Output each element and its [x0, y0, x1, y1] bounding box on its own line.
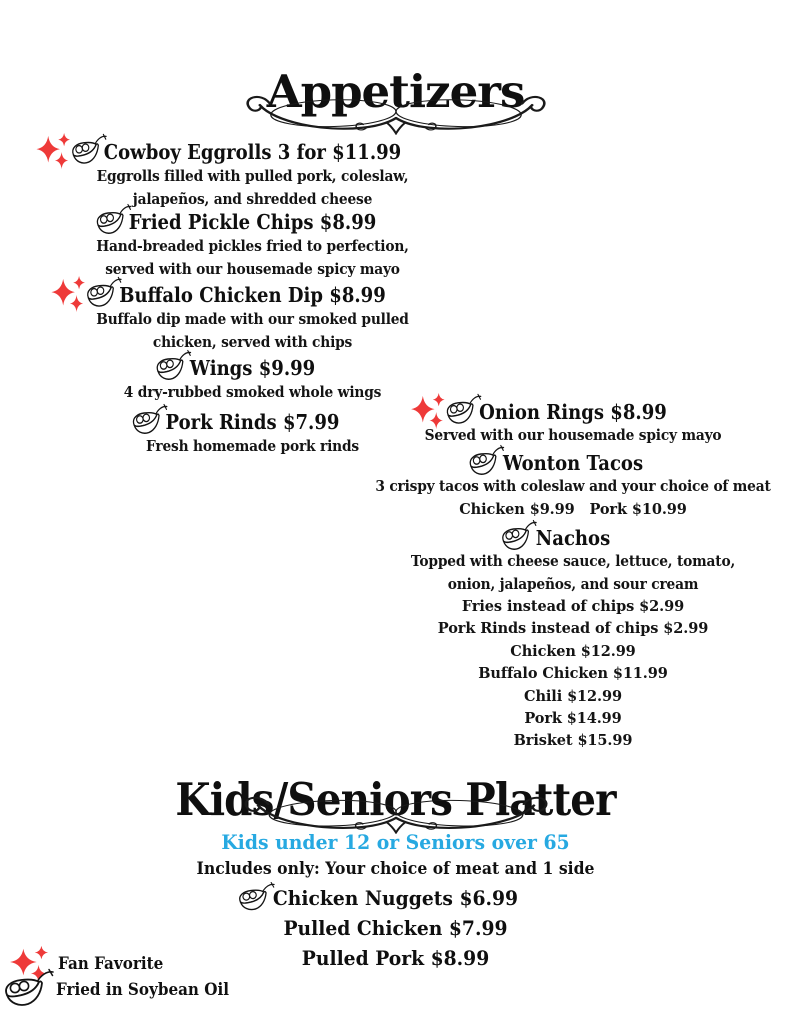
fan-favorite-sparkle-icon: [35, 131, 72, 169]
item-icons: [51, 274, 122, 312]
item-title: Cowboy Eggrolls 3 for $11.99: [103, 140, 402, 164]
item-heading-wrap: [536, 525, 610, 551]
item-title: Wonton Tacos: [502, 451, 644, 475]
item-heading: [381, 525, 765, 551]
item-price-option: Chili $12.99: [524, 687, 622, 705]
item-description: Served with our housemade spicy mayo: [424, 427, 722, 444]
kids-seniors-section-title: Kids/Seniors Platter: [175, 773, 616, 827]
soybean-pod-icon: [70, 133, 107, 167]
fan-favorite-sparkle-icon: [51, 274, 88, 312]
item-description: Eggrolls filled with pulled pork, coleslaw,: [96, 168, 409, 185]
soybean-pod-icon: [2, 968, 54, 1010]
item-heading: [30, 138, 474, 166]
item-heading-wrap: [119, 281, 386, 309]
item-heading: [16, 884, 775, 914]
item-description: Fresh homemade pork rinds: [146, 438, 359, 455]
item-description: chicken, served with chips: [152, 333, 353, 351]
item-heading-wrap: [273, 884, 518, 914]
soybean-pod-icon: [467, 444, 504, 478]
item-description: onion, jalapeños, and sour cream: [447, 575, 699, 593]
flourish-divider: [235, 794, 557, 834]
item-description: 4 dry-rubbed smoked whole wings: [123, 384, 382, 401]
fan-favorite-sparkle-icon: [410, 391, 447, 429]
soybean-pod-icon: [500, 519, 537, 553]
item-price-option: Chicken $12.99: [510, 642, 636, 660]
soybean-pod-icon: [444, 393, 481, 427]
menu-item: [355, 450, 791, 521]
item-icons: [500, 519, 537, 553]
item-price-option: Chicken $9.99 Pork $10.99: [459, 500, 687, 518]
soybean-pod-icon: [154, 349, 191, 383]
legend-fan-favorite-label: Fan Favorite: [58, 953, 164, 973]
item-icons: [130, 403, 167, 437]
item-price-option: Buffalo Chicken $11.99: [478, 665, 668, 683]
item-title: Pulled Chicken $7.99: [283, 917, 508, 940]
item-description: 3 crispy tacos with coleslaw and your choice of meat: [375, 478, 771, 495]
item-heading-wrap: [283, 914, 507, 944]
menu-item: [0, 884, 791, 914]
item-title: Chicken Nuggets $6.99: [272, 887, 519, 910]
item-description: Hand-breaded pickles fried to perfection,: [96, 238, 409, 255]
item-title: Fried Pickle Chips $8.99: [128, 210, 377, 234]
item-icons: [467, 444, 504, 478]
item-description: Topped with cheese sauce, lettuce, tomato,: [410, 553, 736, 570]
legend-soybean: [2, 968, 244, 1010]
menu-item: [0, 138, 505, 211]
item-heading: [381, 399, 765, 425]
item-title: Nachos: [535, 526, 611, 550]
item-heading: [30, 354, 474, 382]
item-price-option: Fries instead of chips $2.99: [461, 598, 685, 615]
menu-item: [355, 399, 791, 448]
kids-seniors-eligibility-note: Kids under 12 or Seniors over 65: [221, 830, 570, 854]
item-heading: [16, 914, 775, 944]
legend-soybean-label: Fried in Soybean Oil: [56, 979, 230, 999]
item-heading-wrap: [302, 944, 489, 974]
item-description: served with our housemade spicy mayo: [105, 260, 400, 278]
soybean-pod-icon: [94, 203, 131, 237]
item-heading: [30, 208, 474, 236]
item-description: Buffalo dip made with our smoked pulled: [96, 311, 409, 328]
item-title: Buffalo Chicken Dip $8.99: [119, 283, 386, 307]
item-icons: [94, 203, 131, 237]
item-icons: [154, 349, 191, 383]
appetizers-section-title: Appetizers: [266, 65, 525, 119]
item-heading: [30, 281, 474, 309]
item-heading-wrap: [190, 354, 315, 382]
item-title: Wings $9.99: [189, 356, 316, 380]
item-icons: [237, 881, 275, 913]
flourish-divider: [237, 93, 555, 135]
soybean-pod-icon: [85, 276, 122, 310]
menu-item: [0, 914, 791, 944]
item-icons: [35, 131, 106, 169]
soybean-pod-icon: [237, 881, 275, 913]
item-price-option: Pork Rinds instead of chips $2.99: [437, 620, 709, 638]
item-heading: [381, 450, 765, 476]
soybean-pod-icon: [130, 403, 167, 437]
item-description: jalapeños, and shredded cheese: [132, 190, 373, 208]
item-heading-wrap: [503, 450, 643, 476]
item-heading-wrap: [479, 399, 667, 425]
kids-seniors-includes-note: Includes only: Your choice of meat and 1 side: [196, 859, 595, 879]
item-heading-wrap: [104, 138, 401, 166]
item-price-option: Brisket $15.99: [513, 732, 633, 750]
item-heading-wrap: [166, 408, 340, 436]
item-icons: [410, 391, 481, 429]
item-price-option: Pork $14.99: [524, 710, 622, 728]
item-heading-wrap: [129, 208, 377, 236]
menu-item: [0, 208, 505, 281]
item-title: Pulled Pork $8.99: [301, 947, 490, 970]
item-title: Pork Rinds $7.99: [165, 410, 340, 434]
menu-item: [0, 281, 505, 354]
menu-item: [355, 525, 791, 753]
item-title: Onion Rings $8.99: [479, 400, 667, 424]
